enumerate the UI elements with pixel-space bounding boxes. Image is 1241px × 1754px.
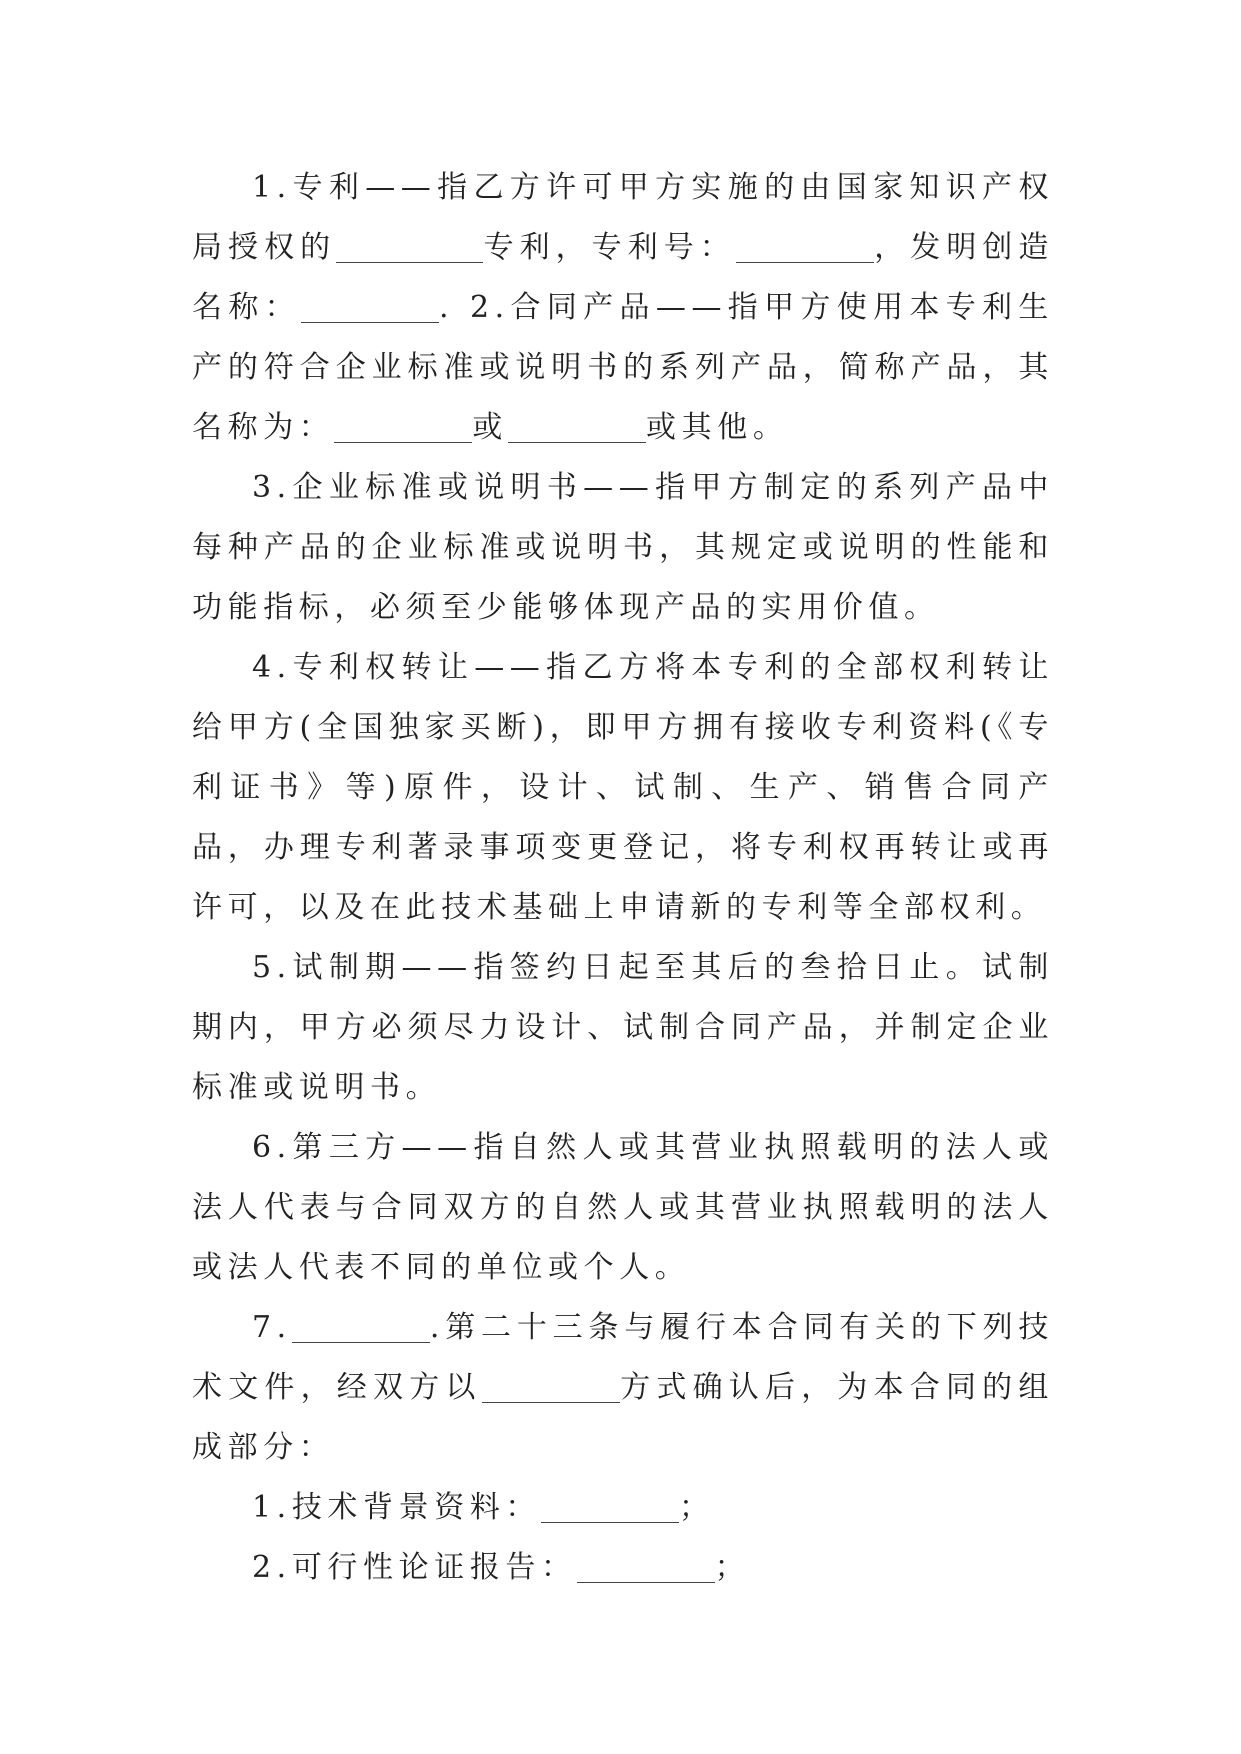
paragraph-text: 方式确认后，为本合同的组成部分： [192, 1370, 1054, 1465]
paragraph-4 [192, 638, 1054, 938]
paragraph-3 [192, 458, 1054, 638]
blank-clause-7 [292, 1312, 430, 1343]
paragraph-5 [192, 938, 1054, 1118]
paragraph-1-2 [192, 158, 1054, 458]
paragraph-text: 1.专利——指乙方许可甲方实施的由国家知识产权局授权的 [192, 170, 1054, 265]
paragraph-6 [192, 1118, 1054, 1298]
blank-patent-number [736, 232, 874, 263]
paragraph-text: 7. [252, 1310, 292, 1345]
blank-product-name-1 [334, 412, 472, 443]
paragraph-text: ； [714, 1550, 751, 1585]
paragraph-text: 6.第三方——指自然人或其营业执照载明的法人或法人代表与合同双方的自然人或其营业执照载明的法人或法人代表不同的单位或个人。 [192, 1130, 1054, 1285]
paragraph-text: ，发明创造名称： [192, 230, 1055, 325]
paragraph-text: . 2.合同产品——指甲方使用本专利生产的符合企业标准或说明书的系列产品，简称产品，其名称为： [192, 290, 1054, 445]
paragraph-7 [192, 1298, 1054, 1478]
paragraph-text: .第二十三条与履行本合同有关的下列技术文件，经双方以 [192, 1310, 1054, 1405]
paragraph-text: 或其他。 [646, 410, 789, 445]
blank-feasibility-report [577, 1552, 715, 1583]
blank-confirm-method [482, 1372, 620, 1403]
paragraph-text: 5.试制期——指签约日起至其后的叁拾日止。试制期内，甲方必须尽力设计、试制合同产品，并制定企业标准或说明书。 [192, 950, 1054, 1105]
list-item-label: 2.可行性论证报告： [252, 1550, 577, 1585]
paragraph-text: 3.企业标准或说明书——指甲方制定的系列产品中每种产品的企业标准或说明书，其规定或说明的性能和功能指标，必须至少能够体现产品的实用价值。 [192, 470, 1054, 625]
blank-product-name-2 [508, 412, 646, 443]
list-item-label: 1.技术背景资料： [252, 1490, 542, 1525]
blank-technical-background [541, 1492, 679, 1523]
paragraph-text: 专利，专利号： [483, 230, 736, 265]
list-item-feasibility-report [192, 1538, 1054, 1598]
document-body [192, 158, 1054, 1598]
paragraph-text: ； [679, 1490, 715, 1525]
blank-invention-name [301, 292, 439, 323]
list-item-technical-background [192, 1478, 1054, 1538]
paragraph-text: 4.专利权转让——指乙方将本专利的全部权利转让给甲方(全国独家买断)，即甲方拥有接收专利资料(《专利证书》等)原件，设计、试制、生产、销售合同产品，办理专利著录事项变更登记，将专利权再转让或再许可，以及在此技术基础上申请新的专利等全部权利。 [192, 650, 1054, 925]
blank-patent-type [336, 232, 483, 263]
paragraph-text: 或 [472, 410, 509, 445]
